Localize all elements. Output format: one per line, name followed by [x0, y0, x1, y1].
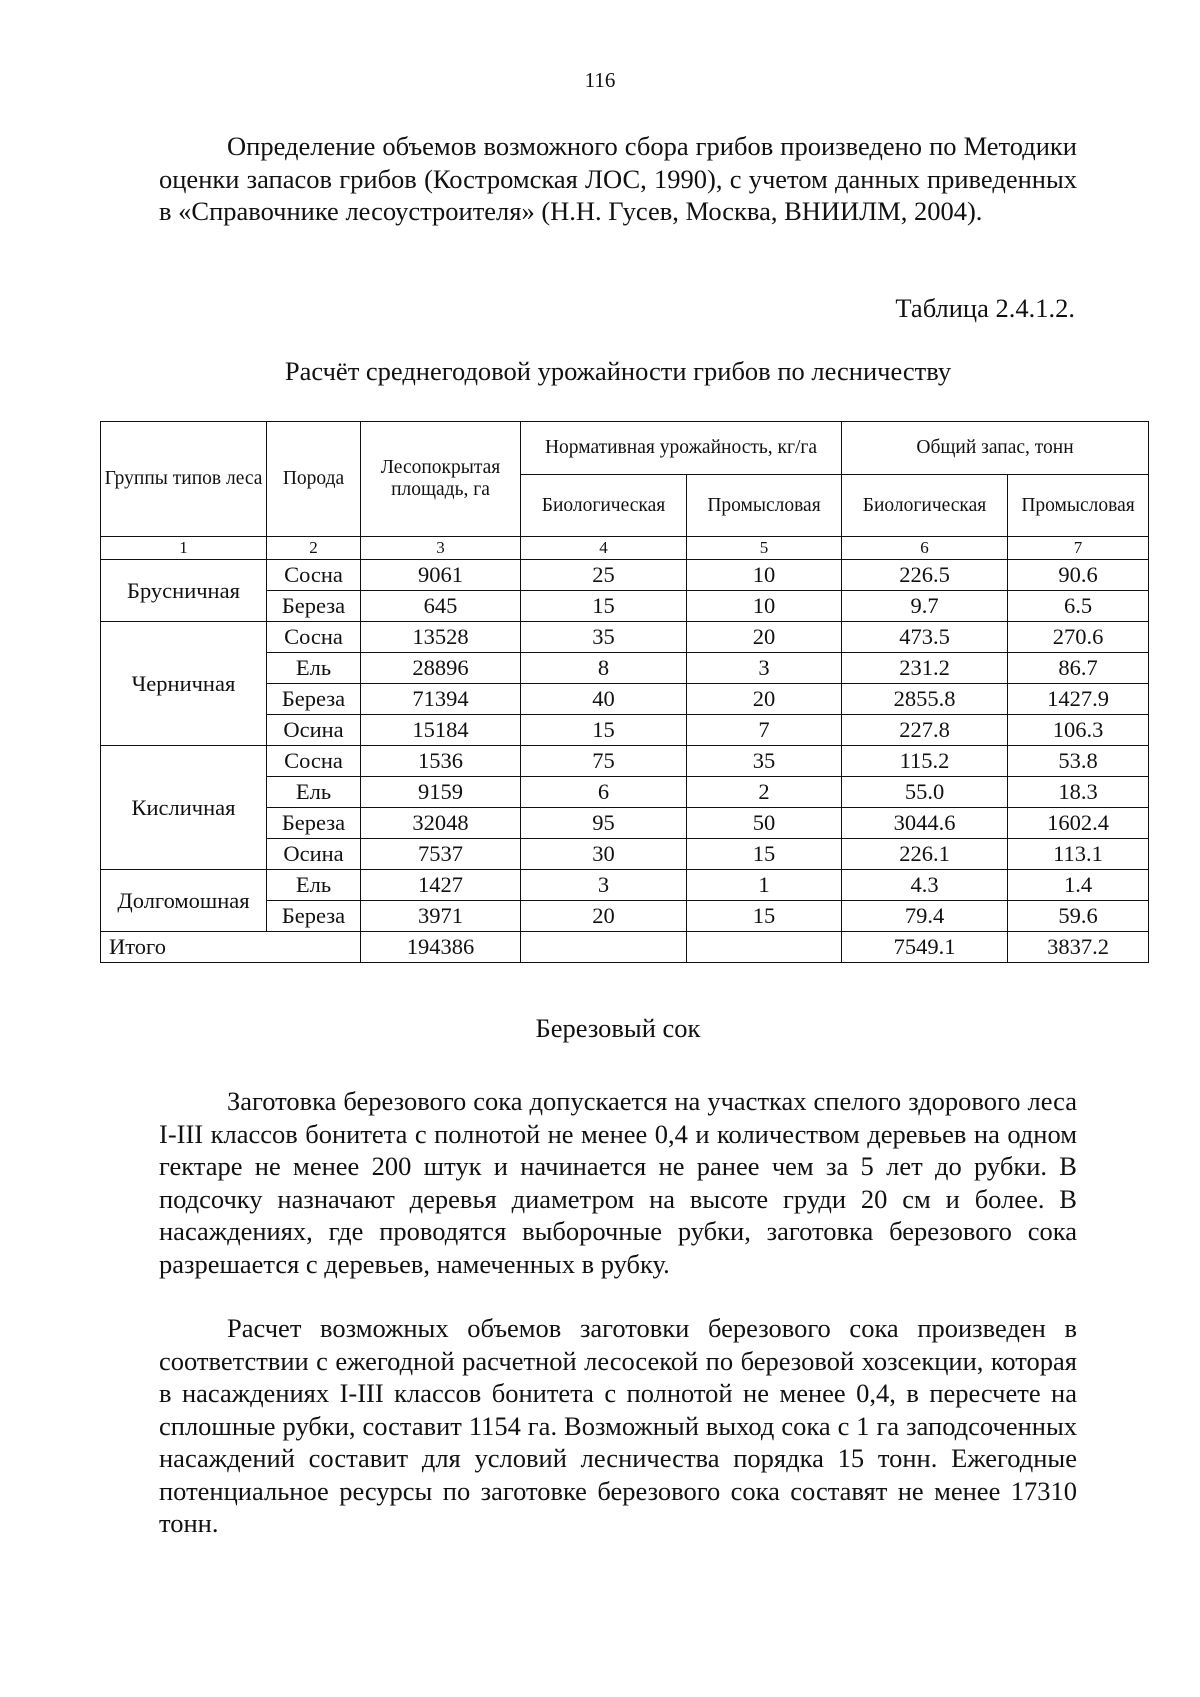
total-comm-cell: 90.6	[1008, 560, 1149, 591]
norm-comm-cell: 35	[687, 746, 842, 777]
norm-bio-cell: 6	[521, 777, 687, 808]
total-bio-cell: 226.5	[842, 560, 1008, 591]
total-comm-cell: 1427.9	[1008, 684, 1149, 715]
area-cell: 9061	[361, 560, 521, 591]
table-label: Таблица 2.4.1.2.	[895, 293, 1075, 323]
column-number: 7	[1008, 537, 1149, 560]
species-cell: Береза	[267, 591, 361, 622]
page-number: 116	[584, 68, 616, 92]
intro-paragraph: Определение объемов возможного сбора грибов произведено по Методики оценки запасов грибов (Костромская ЛОС, 1990), с учетом данных приведенных в «Справочнике лесоустроителя» (Н.Н. Гусев, Москва, ВНИИЛМ, 2004).	[159, 131, 1077, 226]
norm-bio-cell: 40	[521, 684, 687, 715]
section-title: Березовый сок	[535, 1013, 701, 1043]
table-row	[101, 870, 1149, 901]
empty-cell	[687, 932, 842, 963]
header-norm-yield: Нормативная урожайность, кг/га	[521, 422, 842, 475]
norm-comm-cell: 7	[687, 715, 842, 746]
header-norm-comm: Промысловая	[687, 475, 842, 537]
total-comm-cell: 59.6	[1008, 901, 1149, 932]
total-bio-cell: 226.1	[842, 839, 1008, 870]
empty-cell	[521, 932, 687, 963]
norm-bio-cell: 8	[521, 653, 687, 684]
norm-bio-cell: 15	[521, 715, 687, 746]
forest-group-cell: Черничная	[101, 622, 267, 746]
norm-bio-cell: 35	[521, 622, 687, 653]
mushroom-yield-table	[100, 421, 1149, 963]
total-comm-cell: 18.3	[1008, 777, 1149, 808]
column-number: 3	[361, 537, 521, 560]
table-row	[101, 746, 1149, 777]
header-total-comm: Промысловая	[1008, 475, 1149, 537]
norm-comm-cell: 3	[687, 653, 842, 684]
table-row	[101, 560, 1149, 591]
birch-sap-paragraph-1: Заготовка березового сока допускается на участках спелого здорового леса I-III классов бонитета с полнотой не менее 0,4 и количеством деревьев на одном гектаре не менее 200 штук и начинается не ранее чем за 5 лет до рубки. В подсочку назначают деревья диаметром на высоте груди 20 см и более. В насаждениях, где проводятся выборочные рубки, заготовка березового сока разрешается с деревьев, намеченных в рубку.	[159, 1086, 1077, 1279]
total-label-cell: Итого	[101, 932, 361, 963]
area-cell: 71394	[361, 684, 521, 715]
total-bio-cell: 7549.1	[842, 932, 1008, 963]
norm-comm-cell: 2	[687, 777, 842, 808]
area-cell: 1427	[361, 870, 521, 901]
norm-comm-cell: 15	[687, 901, 842, 932]
norm-bio-cell: 15	[521, 591, 687, 622]
total-bio-cell: 227.8	[842, 715, 1008, 746]
total-comm-cell: 1.4	[1008, 870, 1149, 901]
header-area: Лесопокрытая площадь, га	[361, 422, 521, 537]
column-number: 6	[842, 537, 1008, 560]
column-number: 4	[521, 537, 687, 560]
forest-group-cell: Долгомошная	[101, 870, 267, 932]
column-number: 2	[267, 537, 361, 560]
header-total-bio: Биологическая	[842, 475, 1008, 537]
total-comm-cell: 113.1	[1008, 839, 1149, 870]
total-bio-cell: 3044.6	[842, 808, 1008, 839]
species-cell: Сосна	[267, 622, 361, 653]
total-bio-cell: 231.2	[842, 653, 1008, 684]
total-area-cell: 194386	[361, 932, 521, 963]
header-species: Порода	[267, 422, 361, 537]
area-cell: 645	[361, 591, 521, 622]
total-bio-cell: 473.5	[842, 622, 1008, 653]
total-bio-cell: 9.7	[842, 591, 1008, 622]
norm-comm-cell: 1	[687, 870, 842, 901]
norm-bio-cell: 3	[521, 870, 687, 901]
total-comm-cell: 53.8	[1008, 746, 1149, 777]
norm-bio-cell: 20	[521, 901, 687, 932]
species-cell: Сосна	[267, 746, 361, 777]
species-cell: Ель	[267, 777, 361, 808]
area-cell: 15184	[361, 715, 521, 746]
species-cell: Береза	[267, 808, 361, 839]
total-bio-cell: 115.2	[842, 746, 1008, 777]
norm-bio-cell: 30	[521, 839, 687, 870]
species-cell: Ель	[267, 870, 361, 901]
column-numbers-row	[101, 537, 1149, 560]
header-group: Группы типов леса	[101, 422, 267, 537]
norm-comm-cell: 20	[687, 622, 842, 653]
total-comm-cell: 3837.2	[1008, 932, 1149, 963]
norm-comm-cell: 50	[687, 808, 842, 839]
species-cell: Осина	[267, 715, 361, 746]
total-comm-cell: 106.3	[1008, 715, 1149, 746]
birch-sap-paragraph-2: Расчет возможных объемов заготовки березового сока произведен в соответствии с ежегодной расчетной лесосекой по березовой хозсекции, которая в насаждениях I-III классов бонитета с полнотой не менее 0,4, в пересчете на сплошные рубки, составит 1154 га. Возможный выход сока с 1 га заподсоченных насаждений составит для условий лесничества порядка 15 тонн. Ежегодные потенциальное ресурсы по заготовке березового сока составят не менее 17310 тонн.	[159, 1313, 1077, 1538]
norm-bio-cell: 75	[521, 746, 687, 777]
area-cell: 1536	[361, 746, 521, 777]
header-total-stock: Общий запас, тонн	[842, 422, 1149, 475]
area-cell: 3971	[361, 901, 521, 932]
area-cell: 7537	[361, 839, 521, 870]
area-cell: 9159	[361, 777, 521, 808]
area-cell: 13528	[361, 622, 521, 653]
total-comm-cell: 6.5	[1008, 591, 1149, 622]
area-cell: 32048	[361, 808, 521, 839]
total-comm-cell: 1602.4	[1008, 808, 1149, 839]
norm-comm-cell: 15	[687, 839, 842, 870]
total-comm-cell: 270.6	[1008, 622, 1149, 653]
norm-comm-cell: 20	[687, 684, 842, 715]
species-cell: Сосна	[267, 560, 361, 591]
total-bio-cell: 2855.8	[842, 684, 1008, 715]
norm-bio-cell: 95	[521, 808, 687, 839]
total-bio-cell: 55.0	[842, 777, 1008, 808]
column-number: 1	[101, 537, 267, 560]
table-title: Расчёт среднегодовой урожайности грибов по лесничеству	[284, 356, 952, 386]
norm-bio-cell: 25	[521, 560, 687, 591]
total-bio-cell: 79.4	[842, 901, 1008, 932]
forest-group-cell: Брусничная	[101, 560, 267, 622]
total-row	[101, 932, 1149, 963]
species-cell: Ель	[267, 653, 361, 684]
table-row	[101, 622, 1149, 653]
forest-group-cell: Кисличная	[101, 746, 267, 870]
total-bio-cell: 4.3	[842, 870, 1008, 901]
species-cell: Береза	[267, 901, 361, 932]
norm-comm-cell: 10	[687, 560, 842, 591]
species-cell: Береза	[267, 684, 361, 715]
species-cell: Осина	[267, 839, 361, 870]
total-comm-cell: 86.7	[1008, 653, 1149, 684]
norm-comm-cell: 10	[687, 591, 842, 622]
area-cell: 28896	[361, 653, 521, 684]
header-norm-bio: Биологическая	[521, 475, 687, 537]
column-number: 5	[687, 537, 842, 560]
